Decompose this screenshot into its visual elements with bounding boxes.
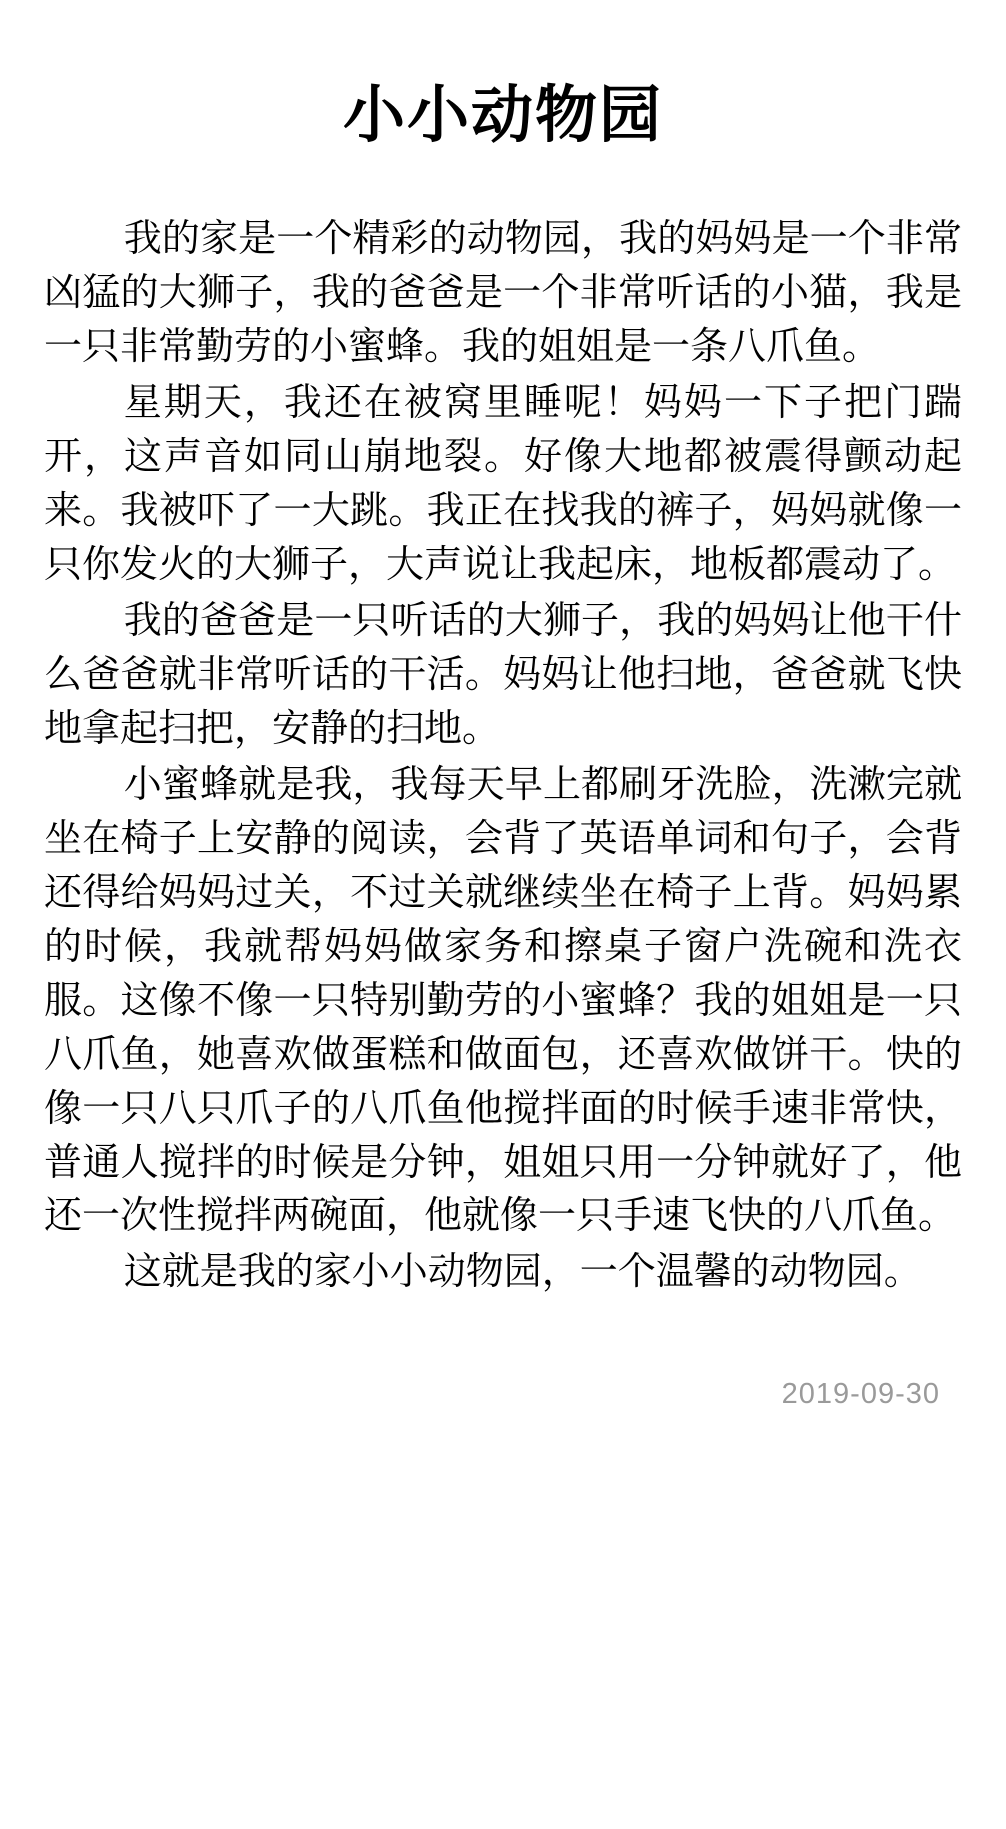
paragraph: 这就是我的家小小动物园，一个温馨的动物园。 xyxy=(123,1251,922,1294)
document-date: 2019-09-30 xyxy=(781,1378,940,1411)
paragraph: 我的家是一个精彩的动物园，我的妈妈是一个非常凶猛的大狮子，我的爸爸是一个非常听话的小猫，我是一只非常勤劳的小蜜蜂。我的姐姐是一条八爪鱼。 xyxy=(44,218,962,369)
paragraph: 星期天，我还在被窝里睡呢！妈妈一下子把门踹开，这声音如同山崩地裂。好像大地都被震得颤动起来。我被吓了一大跳。我正在找我的裤子，妈妈就像一只你发火的大狮子，大声说让我起床，地板都震动了。 xyxy=(44,382,962,587)
paragraph: 小蜜蜂就是我，我每天早上都刷牙洗脸，洗漱完就坐在椅子上安静的阅读，会背了英语单词和句子，会背还得给妈妈过关，不过关就继续坐在椅子上背。妈妈累的时候，我就帮妈妈做家务和擦桌子窗户洗碗和洗衣服。这像不像一只特别勤劳的小蜜蜂？我的姐姐是一只八爪鱼，她喜欢做蛋糕和做面包，还喜欢做饼干。快的像一只八只爪子的八爪鱼他搅拌面的时候手速非常快，普通人搅拌的时候是分钟，姐姐只用一分钟就好了，他还一次性搅拌两碗面，他就像一只手速飞快的八爪鱼。 xyxy=(44,763,962,1238)
page-title: 小小动物园 xyxy=(342,81,663,150)
document-body xyxy=(44,213,962,1300)
paragraph: 我的爸爸是一只听话的大狮子，我的妈妈让他干什么爸爸就非常听话的干活。妈妈让他扫地，爸爸就飞快地拿起扫把，安静的扫地。 xyxy=(44,599,962,750)
